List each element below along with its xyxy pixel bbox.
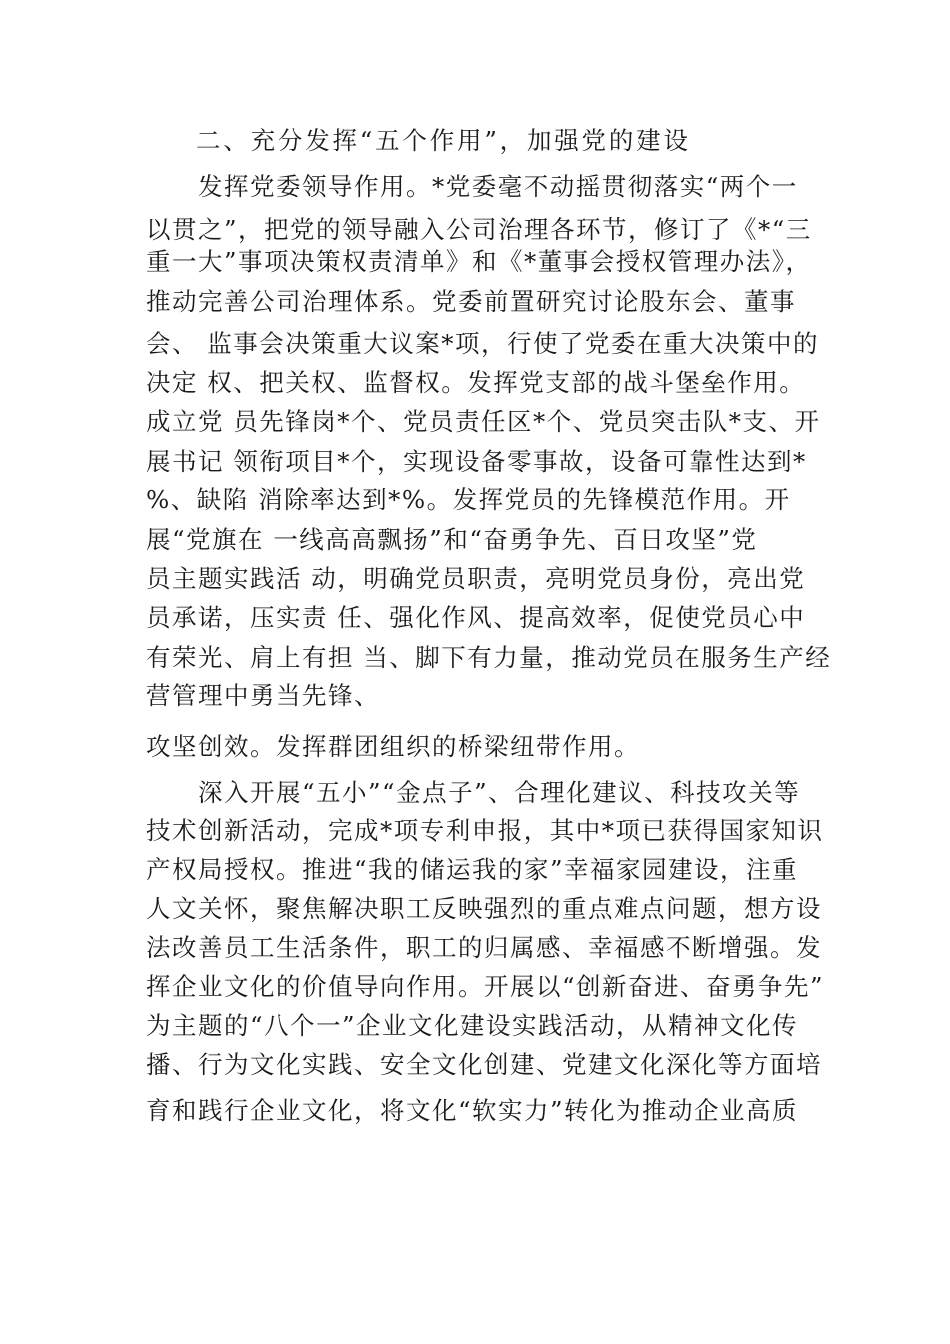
paragraph-line: 重一大”事项决策权责清单》和《*董事会授权管理办法》，: [146, 247, 812, 276]
paragraph-line: 员承诺，压实责 任、强化作风、提高效率，促使党员心中: [146, 603, 806, 632]
paragraph-line: 有荣光、肩上有担 当、脚下有力量，推动党员在服务生产经: [146, 643, 832, 672]
paragraph-line: 发挥党委领导作用。*党委毫不动摇贯彻落实“两个一: [198, 172, 798, 201]
paragraph-line: 产权局授权。推进“我的储运我的家”幸福家园建设，注重: [146, 855, 799, 884]
paragraph-line: 为主题的“八个一”企业文化建设实践活动，从精神文化传: [146, 1011, 799, 1040]
paragraph-line: 成立党 员先锋岗*个、党员责任区*个、党员突击队*支、开: [146, 407, 821, 436]
paragraph-line: 会、 监事会决策重大议案*项，行使了党委在重大决策中的: [146, 329, 820, 358]
paragraph-line: 技术创新活动，完成*项专利申报，其中*项已获得国家知识: [146, 816, 824, 845]
paragraph-line: %、缺陷 消除率达到*%。发挥党员的先锋模范作用。开: [146, 485, 791, 514]
paragraph-line: 展“党旗在 一线高高飘扬”和“奋勇争先、百日攻坚”党: [146, 525, 758, 554]
paragraph-line: 人文关怀，聚焦解决职工反映强烈的重点难点问题，想方设: [146, 894, 822, 923]
paragraph-line: 挥企业文化的价值导向作用。开展以“创新奋进、奋勇争先”: [146, 972, 825, 1001]
paragraph-line: 展书记 领衔项目*个，实现设备零事故，设备可靠性达到*: [146, 447, 807, 476]
section-heading: 二、充分发挥“五个作用”，加强党的建设: [196, 126, 691, 155]
paragraph-line: 法改善员工生活条件，职工的归属感、幸福感不断增强。发: [146, 933, 822, 962]
paragraph-line: 育和践行企业文化，将文化“软实力”转化为推动企业高质: [146, 1096, 799, 1125]
paragraph-line: 营管理中勇当先锋、: [146, 681, 380, 710]
paragraph-line: 以贯之”，把党的领导融入公司治理各环节，修订了《*“三: [146, 215, 812, 244]
paragraph-line: 攻坚创效。发挥群团组织的桥梁纽带作用。: [146, 732, 640, 761]
paragraph-line: 员主题实践活 动，明确党员职责，亮明党员身份，亮出党: [146, 564, 806, 593]
paragraph-line: 深入开展“五小”“金点子”、合理化建议、科技攻关等: [198, 778, 801, 807]
paragraph-line: 推动完善公司治理体系。党委前置研究讨论股东会、董事: [146, 287, 796, 316]
paragraph-line: 播、行为文化实践、安全文化创建、党建文化深化等方面培: [146, 1050, 822, 1079]
paragraph-line: 决定 权、把关权、监督权。发挥党支部的战斗堡垒作用。: [146, 368, 806, 397]
